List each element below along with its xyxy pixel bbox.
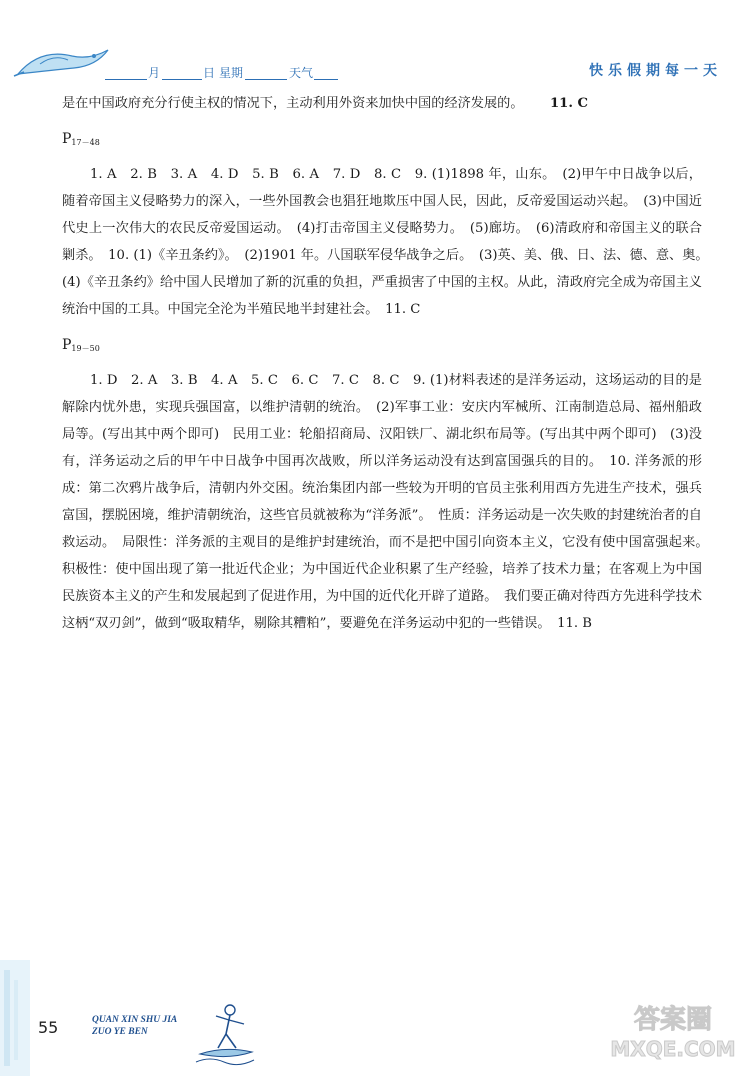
series-title-line2: ZUO YE BEN: [92, 1027, 148, 1037]
series-title-line1: QUAN XIN SHU JIA: [92, 1015, 178, 1025]
page-ref-prefix: P: [62, 131, 72, 147]
surfer-figure-icon: [190, 998, 260, 1068]
day-label: 日: [203, 66, 216, 80]
corner-decoration-icon: [0, 960, 30, 1076]
weekday-blank: [245, 79, 287, 80]
header-brand: 快乐假期每一天: [589, 63, 722, 79]
watermark: [608, 994, 738, 1066]
series-title: [92, 1014, 177, 1038]
page-ref-prefix: P: [62, 337, 72, 353]
page-reference: [62, 129, 702, 153]
month-label: 月: [148, 66, 161, 80]
bird-logo-icon: [10, 42, 120, 82]
answer-content: [62, 90, 716, 637]
day-blank: [162, 79, 202, 80]
page-ref-range: 19－50: [71, 344, 100, 353]
weather-label: 天气: [289, 66, 314, 80]
watermark-logo-icon: [608, 994, 738, 1066]
answer-paragraph: 1. D 2. A 3. B 4. A 5. C 6. C 7. C 8. C 9. (1)材料表述的是洋务运动，这场运动的目的是解除内忧外患，实现兵强国富，以维护清朝的统治。 (2)军事工业：安庆内军械所、江南制造总局、福州船政局等。(写出其中两个即可) 民用工业：轮船招商局、汉阳铁厂、湖北织布局等。(写出其中两个即可) (3)没有，洋务运动之后的甲午中日战争中国再次战败，所以洋务运动没有达到富国强兵的目的。 10. 洋务派的形成：第二次鸦片战争后，清朝内外交困。统治集团内部一些较为开明的官员主张利用西方先进生产技术，强兵富国，摆脱困境，维护清朝统治，这些官员就被称为“洋务派”。 性质：洋务运动是一次失败的封建统治者的自救运动。 局限性：洋务派的主观目的是维护封建统治，而不是把中国引向资本主义，它没有使中国富强起来。 积极性：使中国出现了第一批近代企业；为中国近代企业积累了生产经验，培养了技术力量；在客观上为中国民族资本主义的产生和发展起到了促进作用，为中国的近代化开辟了道路。 我们要正确对待西方先进科学技术这柄“双刃剑”，做到“吸取精华，剔除其糟粕”，要避免在洋务运动中犯的一些错误。 11. B: [62, 373, 716, 631]
page-ref-range: 17－48: [71, 138, 100, 147]
month-blank: [105, 79, 147, 80]
weather-blank: [314, 79, 338, 80]
intro-answer: 11. C: [549, 96, 588, 111]
answer-paragraph: 1. A 2. B 3. A 4. D 5. B 6. A 7. D 8. C 9. (1)1898 年，山东。 (2)甲午中日战争以后，随着帝国主义侵略势力的深入，一些外国教会也猖狂地欺压中国人民，因此，反帝爱国运动兴起。 (3)中国近代史上一次伟大的农民反帝爱国运动。 (4)打击帝国主义侵略势力。 (5)廊坊。 (6)清政府和帝国主义的联合剿杀。 10. (1)《辛丑条约》。 (2)1901 年。八国联军侵华战争之后。 (3)英、美、俄、日、法、德、意、奥。 (4)《辛丑条约》给中国人民增加了新的沉重的负担，严重损害了中国的主权。从此，清政府完全成为帝国主义统治中国的工具。中国完全沦为半殖民地半封建社会。 11. C: [62, 167, 716, 317]
intro-paragraph: [62, 90, 702, 117]
weekday-label: 星期: [219, 66, 244, 80]
watermark-url: MXQE.COM: [610, 1037, 736, 1061]
page-reference: [62, 335, 702, 359]
watermark-text: 答案圈: [633, 1005, 713, 1035]
intro-line: 是在中国政府充分行使主权的情况下，主动利用外资来加快中国的经济发展的。: [62, 96, 524, 111]
page-number: 55: [38, 1018, 59, 1037]
page-header: [0, 0, 750, 92]
